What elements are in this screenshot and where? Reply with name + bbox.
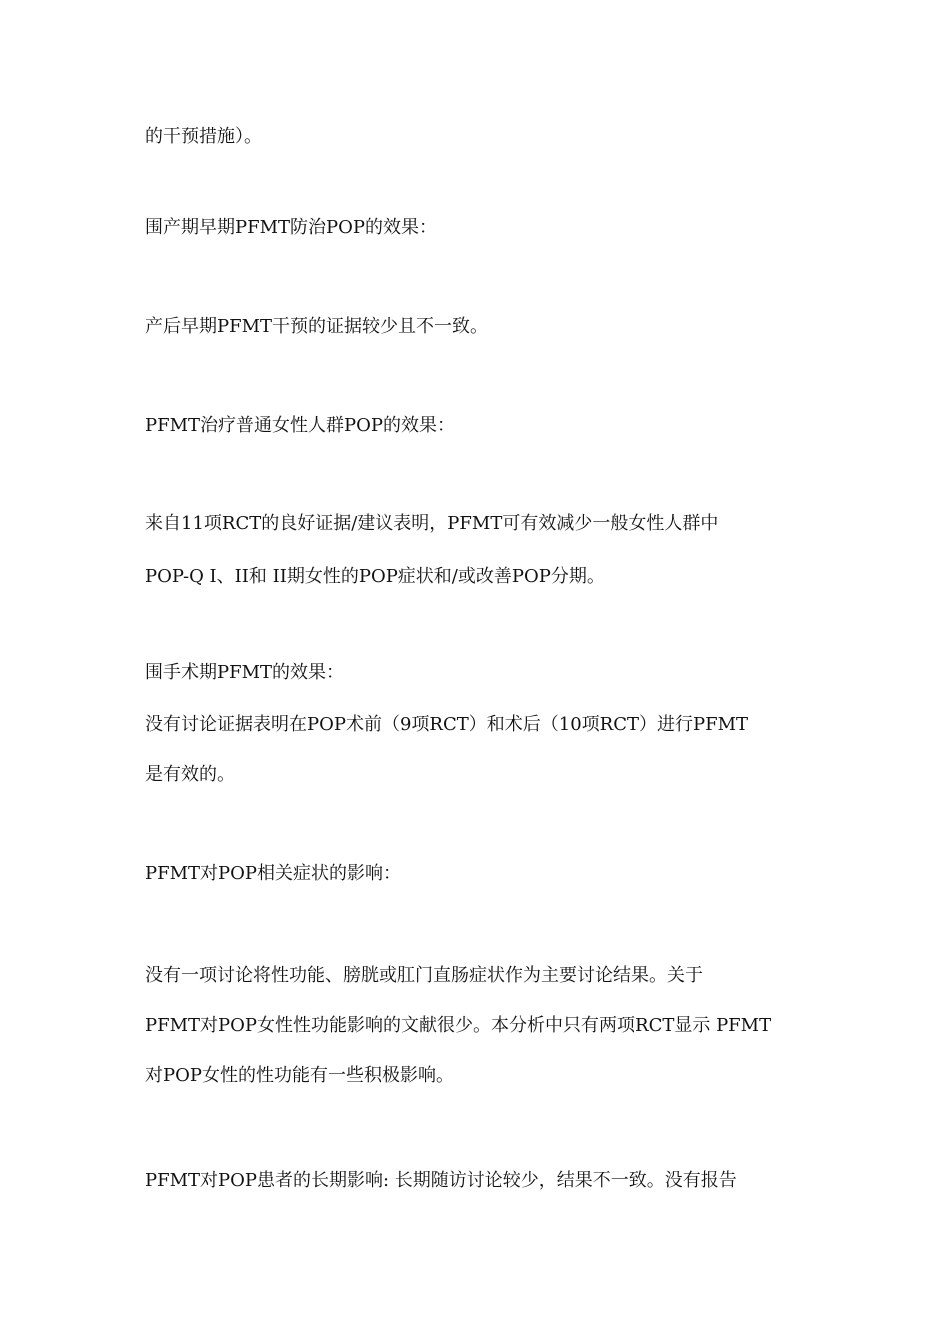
section-heading: 围产期早期PFMT防治POP的效果： — [145, 217, 438, 238]
text-line: 没有讨论证据表明在POP术前（9项RCT）和术后（10项RCT）进行PFMT — [145, 714, 749, 735]
text-line: PFMT对POP患者的长期影响: 长期随访讨论较少，结果不一致。没有报告 — [145, 1170, 737, 1191]
text-line: 产后早期PFMT干预的证据较少且不一致。 — [145, 316, 489, 337]
text-line: 没有一项讨论将性功能、膀胱或肛门直肠症状作为主要讨论结果。关于 — [145, 965, 703, 986]
text-line: POP-Q I、II和 II期女性的POP症状和/或改善POP分期。 — [145, 566, 605, 587]
section-heading: PFMT对POP相关症状的影响： — [145, 863, 402, 884]
text-line: 是有效的。 — [145, 764, 235, 785]
text-line: 来自11项RCT的良好证据/建议表明，PFMT可有效减少一般女性人群中 — [145, 513, 719, 534]
text-line: 对POP女性的性功能有一些积极影响。 — [145, 1065, 454, 1086]
text-line: PFMT对POP女性性功能影响的文献很少。本分析中只有两项RCT显示 PFMT — [145, 1015, 772, 1036]
text-line: 的干预措施）。 — [145, 126, 262, 147]
section-heading: PFMT治疗普通女性人群POP的效果： — [145, 415, 456, 436]
section-heading: 围手术期PFMT的效果： — [145, 662, 345, 683]
